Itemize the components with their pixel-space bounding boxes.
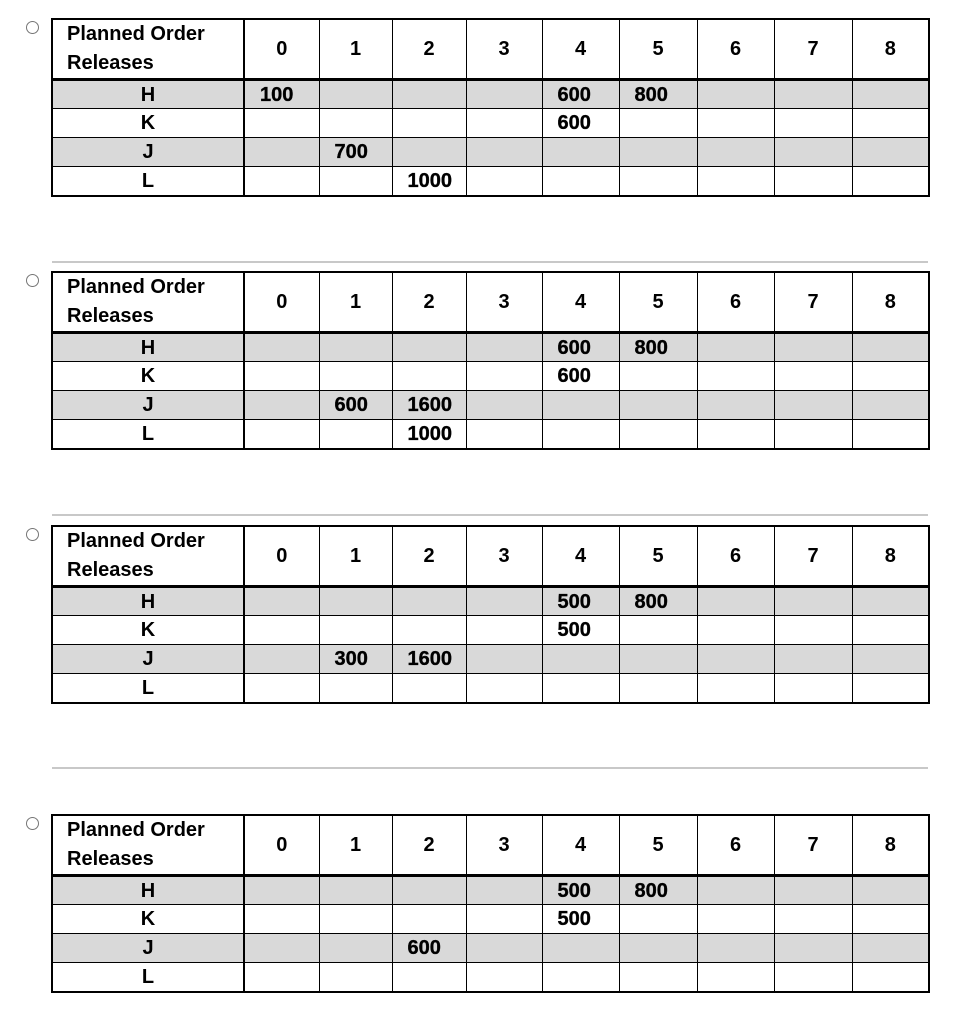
release-cell xyxy=(774,109,852,138)
release-cell xyxy=(697,645,774,674)
release-cell: 500 xyxy=(542,876,619,905)
release-cell xyxy=(852,876,929,905)
row-item-label: K xyxy=(52,905,244,934)
release-cell xyxy=(244,963,319,992)
period-header: 6 xyxy=(697,272,774,333)
release-cell xyxy=(466,362,542,391)
release-cell xyxy=(852,963,929,992)
table-row xyxy=(52,674,929,703)
period-header: 6 xyxy=(697,815,774,876)
release-cell xyxy=(697,109,774,138)
table-header-row xyxy=(52,19,929,80)
table-row xyxy=(52,333,929,362)
row-item-label: J xyxy=(52,391,244,420)
release-cell: 1600 xyxy=(392,645,466,674)
option-divider xyxy=(52,261,928,263)
release-cell xyxy=(244,391,319,420)
period-header: 1 xyxy=(319,815,392,876)
release-cell xyxy=(697,674,774,703)
header-label: Planned Order Releases xyxy=(52,815,244,876)
release-cell xyxy=(244,420,319,449)
release-cell xyxy=(697,420,774,449)
table-row xyxy=(52,645,929,674)
row-item-label: K xyxy=(52,616,244,645)
release-cell xyxy=(619,391,697,420)
period-header: 0 xyxy=(244,272,319,333)
release-cell xyxy=(697,167,774,196)
release-cell xyxy=(466,674,542,703)
release-cell xyxy=(319,109,392,138)
release-cell xyxy=(392,109,466,138)
period-header: 7 xyxy=(774,815,852,876)
period-header: 5 xyxy=(619,815,697,876)
row-item-label: K xyxy=(52,109,244,138)
release-cell xyxy=(542,167,619,196)
period-header: 7 xyxy=(774,19,852,80)
release-cell xyxy=(542,138,619,167)
release-cell xyxy=(244,138,319,167)
release-cell xyxy=(466,333,542,362)
period-header: 8 xyxy=(852,526,929,587)
release-cell: 800 xyxy=(619,80,697,109)
release-cell xyxy=(319,905,392,934)
option-2-radio[interactable] xyxy=(26,274,39,287)
release-cell xyxy=(774,167,852,196)
period-header: 7 xyxy=(774,526,852,587)
release-cell xyxy=(774,420,852,449)
release-cell xyxy=(244,674,319,703)
release-cell xyxy=(852,934,929,963)
release-cell xyxy=(852,80,929,109)
release-cell xyxy=(319,934,392,963)
row-item-label: J xyxy=(52,645,244,674)
release-cell xyxy=(392,333,466,362)
release-cell xyxy=(774,362,852,391)
release-cell xyxy=(619,616,697,645)
release-cell xyxy=(619,167,697,196)
release-cell xyxy=(774,876,852,905)
option-divider xyxy=(52,514,928,516)
release-cell xyxy=(774,934,852,963)
release-cell xyxy=(697,587,774,616)
period-header: 3 xyxy=(466,272,542,333)
release-cell xyxy=(466,109,542,138)
row-item-label: J xyxy=(52,934,244,963)
release-cell xyxy=(244,167,319,196)
row-item-label: J xyxy=(52,138,244,167)
release-cell xyxy=(244,905,319,934)
release-cell xyxy=(466,645,542,674)
table-row xyxy=(52,109,929,138)
release-cell xyxy=(852,138,929,167)
period-header: 1 xyxy=(319,526,392,587)
release-cell xyxy=(774,674,852,703)
release-cell xyxy=(542,645,619,674)
period-header: 1 xyxy=(319,272,392,333)
release-cell xyxy=(774,587,852,616)
release-cell: 1600 xyxy=(392,391,466,420)
release-cell xyxy=(697,616,774,645)
release-cell: 600 xyxy=(542,109,619,138)
release-cell xyxy=(466,420,542,449)
release-cell xyxy=(319,587,392,616)
release-cell xyxy=(244,616,319,645)
release-cell xyxy=(319,876,392,905)
period-header: 5 xyxy=(619,526,697,587)
period-header: 4 xyxy=(542,526,619,587)
table-header-row xyxy=(52,526,929,587)
release-cell xyxy=(319,420,392,449)
release-cell xyxy=(392,905,466,934)
release-cell xyxy=(619,420,697,449)
release-cell xyxy=(319,167,392,196)
release-cell: 500 xyxy=(542,587,619,616)
release-cell xyxy=(392,80,466,109)
period-header: 3 xyxy=(466,526,542,587)
release-cell xyxy=(774,80,852,109)
release-cell xyxy=(774,333,852,362)
release-cell xyxy=(852,616,929,645)
table-header-row xyxy=(52,272,929,333)
release-cell: 600 xyxy=(542,80,619,109)
release-cell xyxy=(852,167,929,196)
table-row xyxy=(52,905,929,934)
period-header: 5 xyxy=(619,272,697,333)
period-header: 5 xyxy=(619,19,697,80)
option-divider xyxy=(52,767,928,769)
table-row xyxy=(52,934,929,963)
release-cell xyxy=(774,905,852,934)
release-cell xyxy=(619,905,697,934)
release-cell xyxy=(774,963,852,992)
period-header: 3 xyxy=(466,815,542,876)
row-item-label: L xyxy=(52,963,244,992)
release-cell xyxy=(244,333,319,362)
table-row xyxy=(52,963,929,992)
table-row xyxy=(52,80,929,109)
release-cell xyxy=(542,391,619,420)
release-cell xyxy=(392,674,466,703)
release-cell xyxy=(852,587,929,616)
period-header: 6 xyxy=(697,19,774,80)
release-cell xyxy=(774,616,852,645)
period-header: 8 xyxy=(852,815,929,876)
release-cell xyxy=(466,391,542,420)
option-4-table xyxy=(51,814,930,993)
release-cell xyxy=(619,645,697,674)
period-header: 0 xyxy=(244,526,319,587)
release-cell xyxy=(244,934,319,963)
release-cell xyxy=(466,167,542,196)
period-header: 4 xyxy=(542,19,619,80)
release-cell: 700 xyxy=(319,138,392,167)
table-row xyxy=(52,362,929,391)
table-header-row xyxy=(52,815,929,876)
release-cell xyxy=(697,934,774,963)
period-header: 2 xyxy=(392,815,466,876)
release-cell xyxy=(542,674,619,703)
release-cell: 800 xyxy=(619,587,697,616)
option-3-table xyxy=(51,525,930,704)
release-cell xyxy=(697,876,774,905)
row-item-label: L xyxy=(52,420,244,449)
table-row xyxy=(52,616,929,645)
row-item-label: H xyxy=(52,876,244,905)
release-cell xyxy=(852,333,929,362)
release-cell xyxy=(852,905,929,934)
release-cell xyxy=(542,934,619,963)
period-header: 3 xyxy=(466,19,542,80)
release-cell xyxy=(319,362,392,391)
release-cell: 300 xyxy=(319,645,392,674)
release-cell xyxy=(319,616,392,645)
option-1-radio[interactable] xyxy=(26,21,39,34)
release-cell xyxy=(619,362,697,391)
option-2-table xyxy=(51,271,930,450)
release-cell xyxy=(619,138,697,167)
table-row xyxy=(52,420,929,449)
release-cell xyxy=(697,138,774,167)
release-cell: 600 xyxy=(392,934,466,963)
header-label: Planned Order Releases xyxy=(52,19,244,80)
release-cell: 500 xyxy=(542,616,619,645)
release-cell xyxy=(466,934,542,963)
release-cell xyxy=(392,587,466,616)
release-cell xyxy=(392,876,466,905)
release-cell xyxy=(244,109,319,138)
release-cell xyxy=(852,362,929,391)
release-cell: 800 xyxy=(619,876,697,905)
release-cell: 600 xyxy=(319,391,392,420)
release-cell xyxy=(774,391,852,420)
row-item-label: L xyxy=(52,167,244,196)
release-cell xyxy=(319,333,392,362)
release-cell xyxy=(466,876,542,905)
release-cell xyxy=(319,674,392,703)
release-cell xyxy=(466,138,542,167)
release-cell: 800 xyxy=(619,333,697,362)
header-label: Planned Order Releases xyxy=(52,526,244,587)
release-cell xyxy=(774,645,852,674)
release-cell xyxy=(697,391,774,420)
release-cell xyxy=(392,616,466,645)
period-header: 6 xyxy=(697,526,774,587)
release-cell xyxy=(697,362,774,391)
release-cell xyxy=(466,80,542,109)
row-item-label: L xyxy=(52,674,244,703)
table-row xyxy=(52,587,929,616)
table-row xyxy=(52,876,929,905)
period-header: 8 xyxy=(852,19,929,80)
release-cell xyxy=(619,963,697,992)
release-cell xyxy=(619,934,697,963)
period-header: 2 xyxy=(392,19,466,80)
row-item-label: H xyxy=(52,333,244,362)
release-cell xyxy=(466,905,542,934)
release-cell xyxy=(392,362,466,391)
table-row xyxy=(52,391,929,420)
row-item-label: H xyxy=(52,587,244,616)
release-cell xyxy=(774,138,852,167)
release-cell xyxy=(466,963,542,992)
release-cell xyxy=(697,80,774,109)
period-header: 0 xyxy=(244,19,319,80)
release-cell xyxy=(319,963,392,992)
period-header: 0 xyxy=(244,815,319,876)
table-row xyxy=(52,167,929,196)
period-header: 4 xyxy=(542,272,619,333)
table-row xyxy=(52,138,929,167)
release-cell xyxy=(619,109,697,138)
release-cell xyxy=(466,616,542,645)
release-cell xyxy=(319,80,392,109)
period-header: 4 xyxy=(542,815,619,876)
row-item-label: H xyxy=(52,80,244,109)
period-header: 8 xyxy=(852,272,929,333)
release-cell xyxy=(697,905,774,934)
release-cell: 1000 xyxy=(392,420,466,449)
option-4-radio[interactable] xyxy=(26,817,39,830)
release-cell xyxy=(619,674,697,703)
release-cell xyxy=(852,645,929,674)
release-cell: 1000 xyxy=(392,167,466,196)
release-cell xyxy=(392,138,466,167)
release-cell xyxy=(542,963,619,992)
release-cell xyxy=(697,963,774,992)
release-cell: 500 xyxy=(542,905,619,934)
release-cell: 600 xyxy=(542,362,619,391)
release-cell xyxy=(852,391,929,420)
release-cell xyxy=(244,876,319,905)
release-cell xyxy=(852,420,929,449)
release-cell xyxy=(852,109,929,138)
option-1-table xyxy=(51,18,930,197)
release-cell xyxy=(244,362,319,391)
header-label: Planned Order Releases xyxy=(52,272,244,333)
release-cell xyxy=(244,645,319,674)
release-cell xyxy=(392,963,466,992)
option-3-radio[interactable] xyxy=(26,528,39,541)
period-header: 1 xyxy=(319,19,392,80)
row-item-label: K xyxy=(52,362,244,391)
release-cell xyxy=(542,420,619,449)
period-header: 7 xyxy=(774,272,852,333)
release-cell xyxy=(466,587,542,616)
release-cell xyxy=(852,674,929,703)
release-cell xyxy=(697,333,774,362)
release-cell: 600 xyxy=(542,333,619,362)
release-cell: 100 xyxy=(244,80,319,109)
release-cell xyxy=(244,587,319,616)
period-header: 2 xyxy=(392,272,466,333)
period-header: 2 xyxy=(392,526,466,587)
